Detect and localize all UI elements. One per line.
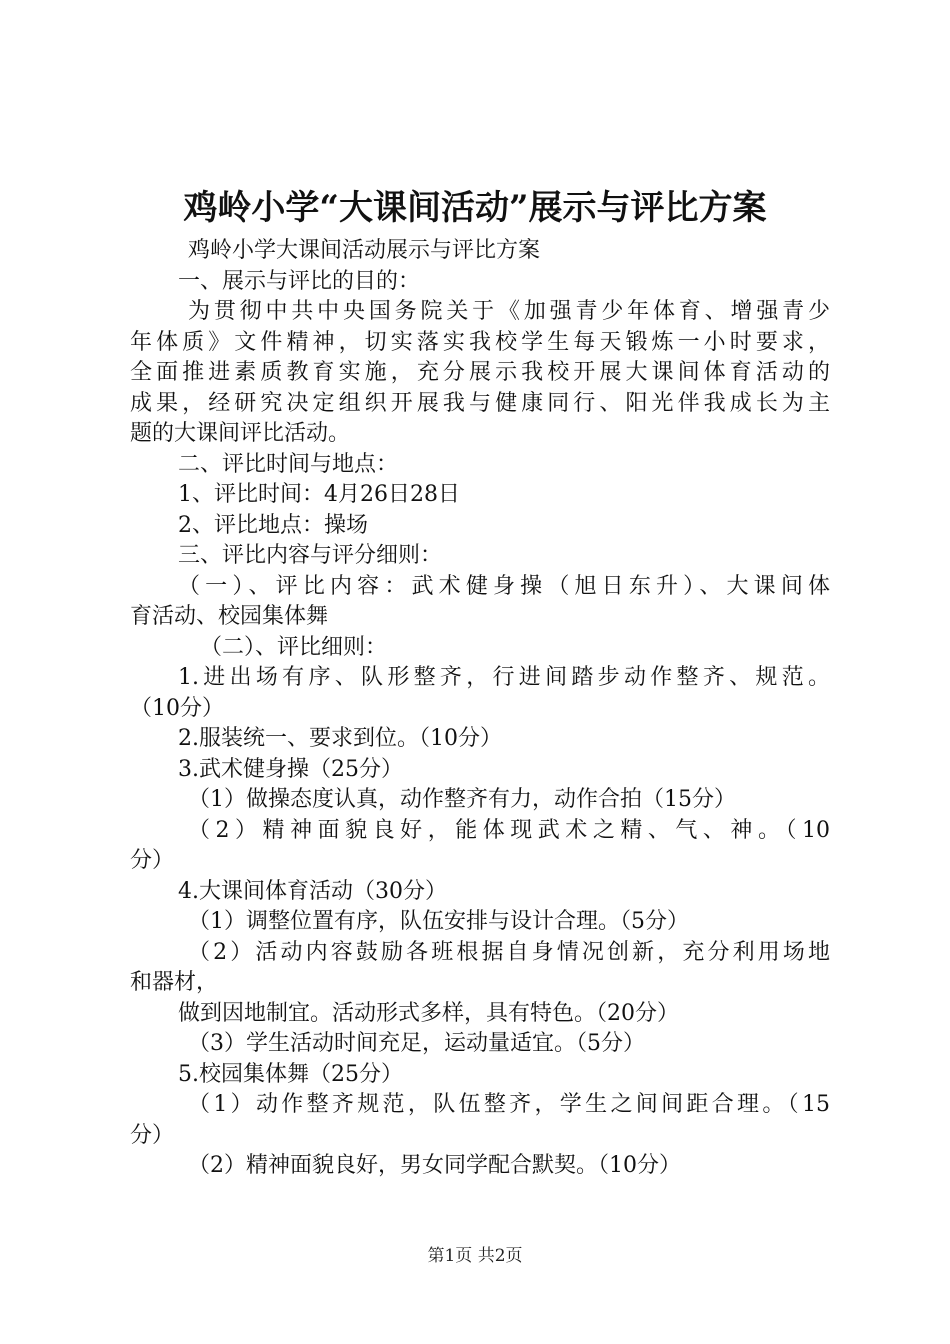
list-item: 1.进出场有序、队形整齐，行进间踏步动作整齐、规范。 xyxy=(178,665,830,690)
paragraph-line: （一）、评比内容：武术健身操（旭日东升）、大课间体 xyxy=(178,573,830,599)
list-item: （1）做操态度认真，动作整齐有力，动作合拍（15分） xyxy=(188,787,736,812)
paragraph-line: 题的大课间评比活动。 xyxy=(130,421,351,446)
page-footer: 第1页 共2页 xyxy=(427,1246,523,1266)
list-item: （10分） xyxy=(130,695,224,721)
list-item: （3）学生活动时间充足，运动量适宜。（5分） xyxy=(188,1031,645,1056)
list-item: 和器材， xyxy=(130,970,219,995)
paragraph-line: 育活动、校园集体舞 xyxy=(130,604,329,629)
list-item: 1、评比时间：4月26日28日 xyxy=(178,482,460,507)
list-item: （2）精神面貌良好，能体现武术之精、气、神。（10 xyxy=(188,817,830,843)
list-item: （2）活动内容鼓励各班根据自身情况创新，充分利用场地 xyxy=(188,939,830,965)
paragraph-line: 年体质》文件精神，切实落实我校学生每天锻炼一小时要求， xyxy=(130,329,830,355)
paragraph-line: 全面推进素质教育实施，充分展示我校开展大课间体育活动的 xyxy=(130,360,830,385)
list-item: 2.服装统一、要求到位。（10分） xyxy=(178,726,502,751)
paragraph-line: 成果，经研究决定组织开展我与健康同行、阳光伴我成长为主 xyxy=(130,390,830,416)
list-item: （1）调整位置有序，队伍安排与设计合理。（5分） xyxy=(188,909,689,934)
subsection-heading: （二）、评比细则： xyxy=(200,634,388,660)
list-item: 分） xyxy=(130,1122,175,1148)
document-body xyxy=(130,236,830,1182)
paragraph-line: 为贯彻中共中央国务院关于《加强青少年体育、增强青少 xyxy=(188,299,830,324)
list-item: 分） xyxy=(130,848,175,873)
paragraph-line: 鸡岭小学大课间活动展示与评比方案 xyxy=(188,238,541,263)
section-heading: 三、评比内容与评分细则： xyxy=(178,543,443,568)
section-heading: 一、展示与评比的目的： xyxy=(178,268,421,294)
list-item: （1）动作整齐规范，队伍整齐，学生之间间距合理。（15 xyxy=(188,1092,830,1117)
document-title: 鸡岭小学“大课间活动”展示与评比方案 xyxy=(183,188,767,228)
list-item: （2）精神面貌良好，男女同学配合默契。（10分） xyxy=(188,1153,681,1178)
list-item: 3.武术健身操（25分） xyxy=(178,756,403,782)
list-item: 5.校园集体舞（25分） xyxy=(178,1061,403,1087)
list-item: 4.大课间体育活动（30分） xyxy=(178,878,447,904)
section-heading: 二、评比时间与地点： xyxy=(178,451,399,477)
list-item: 2、评比地点：操场 xyxy=(178,512,368,538)
list-item: 做到因地制宜。活动形式多样，具有特色。（20分） xyxy=(178,1000,679,1026)
